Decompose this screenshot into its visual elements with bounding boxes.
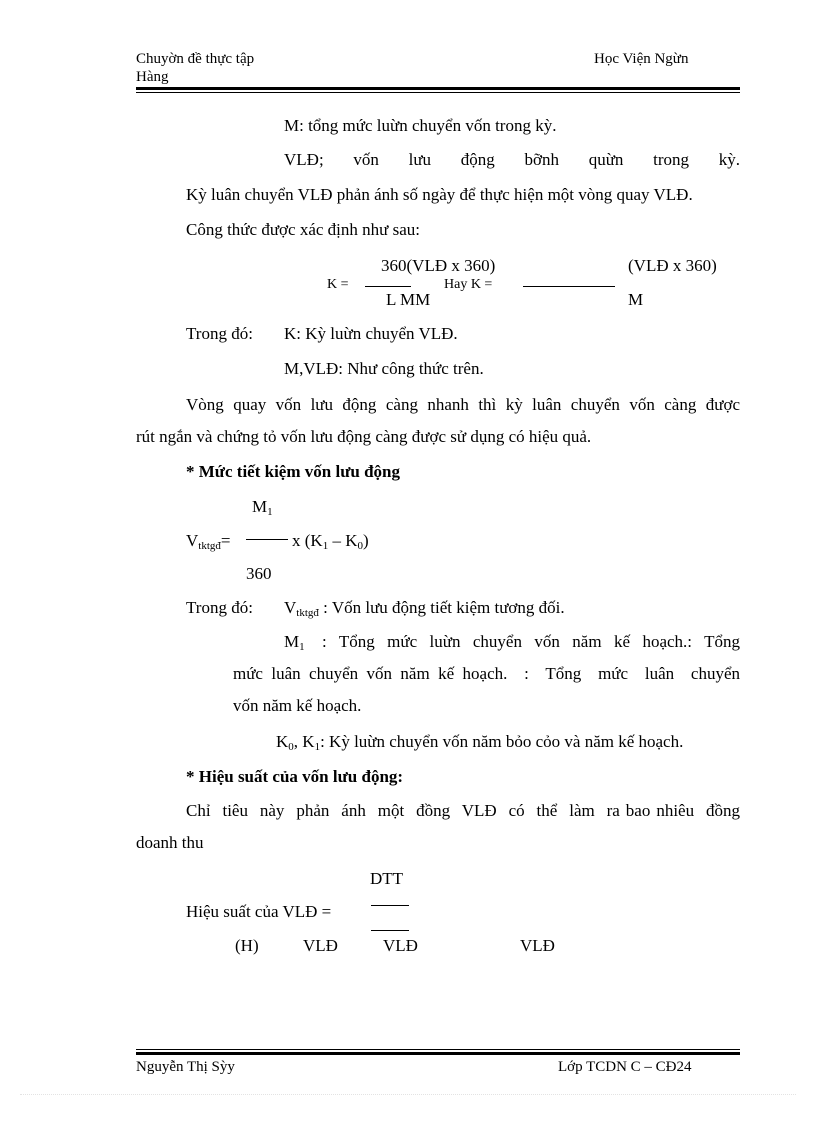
vld-word: động [460,150,495,169]
formula-v-fraction-line [246,539,288,540]
m1-label [284,632,305,652]
formula-v-k1-sub: 1 [322,540,329,552]
formula-k-denominator-1: L MM [386,290,431,309]
m1-m: M [284,632,300,651]
formula-v-close: ) [362,531,369,550]
header-right: Học Viện Ngừn [594,51,689,67]
formula-v-v-sub: tktgđ [198,540,221,552]
formula-v-v: V [186,531,199,550]
trong-do-v: V [284,598,297,617]
formula-h-vld-3: VLĐ [520,936,555,955]
heading-hieu-suat: * Hiệu suất của vốn lưu động: [186,767,404,786]
trong-do-v-text [284,598,565,618]
vld-word: quừn [588,150,624,169]
k-sub0: 0 [288,741,294,753]
formula-v-rhs [292,531,369,551]
vld-word: trong [653,150,690,169]
k-sub1: 1 [314,741,321,753]
vld-definition [284,150,740,170]
formula-v-numerator [252,497,273,517]
formula-h-vld-2: VLĐ [383,936,418,955]
trong-do-label-1: Trong đó: [186,324,253,343]
vong-quay-line-2: rút ngắn và chứng tỏ vốn lưu động càng được sử dụng có hiệu quả. [136,427,592,446]
cong-thuc-text: Công thức được xác định như sau: [186,220,420,239]
header-rule-thin [136,92,740,93]
trong-do-label-2: Trong đó: [186,598,253,617]
trong-do-v-sub: tktgđ [296,607,319,619]
formula-h-h: (H) [235,936,259,955]
formula-k-numerator-2: (VLĐ x 360) [628,256,717,275]
formula-v-num-sub: 1 [267,506,273,518]
k0-k1-line [276,732,683,752]
chi-tieu-line-2: doanh thu [136,833,204,852]
formula-k-lhs: K = [327,277,349,292]
m1-line-3: vốn năm kế hoạch. [233,696,362,715]
formula-v-k0-sub: 0 [357,540,363,552]
trong-do-v-desc: : Vốn lưu động tiết kiệm tương đối. [323,598,565,617]
formula-k-fraction-line-1 [365,286,411,287]
header-left-line2: Hàng [136,69,169,85]
formula-v-denominator: 360 [246,564,272,583]
formula-h-fraction-line-2 [371,930,409,931]
vld-word: bỡnh [524,150,559,169]
chi-tieu-line-1: Chỉ tiêu này phản ánh một đồng VLĐ có thể làm ra bao nhiêu đồng [186,801,740,820]
trong-do-m-text: M,VLĐ: Như công thức trên. [284,359,484,378]
formula-k-numerator-1: 360(VLĐ x 360) [381,256,496,275]
formula-h-fraction-line-1 [371,905,409,906]
vld-word: kỳ. [718,150,740,169]
trong-do-k-text: K: Kỳ luừn chuyển VLĐ. [284,324,458,343]
vld-word: lưu [408,150,432,169]
footer-right: Lớp TCDN C – CĐ24 [558,1059,692,1075]
header-rule-thick [136,87,740,90]
ky-luan-chuyen-text: Kỳ luân chuyển VLĐ phản ánh số ngày để thực hiện một vòng quay VLĐ. [186,185,693,204]
footer-rule-thick [136,1052,740,1055]
page-bottom-dotted-line [20,1094,796,1095]
footer-rule-thin [136,1049,740,1050]
formula-v-num-m: M [252,497,268,516]
k-k: K [276,732,289,751]
m-definition: M: tổng mức luừn chuyển vốn trong kỳ. [284,116,557,135]
vong-quay-line-1: Vòng quay vốn lưu động càng nhanh thì kỳ luân chuyển vốn càng được [186,395,740,414]
m1-line-1: : Tổng mức luừn chuyển vốn năm kế hoạch.: Tổng [322,632,740,651]
header-left-line1: Chuyờn đề thực tập [136,51,255,67]
m1-sub: 1 [299,641,305,653]
heading-muc-tiet-kiem: * Mức tiết kiệm vốn lưu động [186,462,401,481]
vld-word: vốn [353,150,379,169]
formula-k-denominator-2: M [628,290,644,309]
vld-word: VLĐ; [284,150,324,169]
formula-k-hay: Hay K = [444,277,493,292]
formula-v-minus: – K [328,531,358,550]
formula-h-numerator: DTT [370,869,404,888]
formula-h-vld-1: VLĐ [303,936,338,955]
formula-v-times: x (K [292,531,323,550]
k-sep: , K [293,732,315,751]
m1-line-2: mức luân chuyển vốn năm kế hoạch. : Tổng mức luân chuyển [233,664,740,683]
formula-v-eq: = [220,531,231,550]
formula-k-fraction-line-2 [523,286,615,287]
k-text: : Kỳ luừn chuyển vốn năm bỏo cỏo và năm kế hoạch. [320,732,684,751]
formula-v-lhs [186,531,231,551]
formula-h-lhs: Hiệu suất của VLĐ = [186,902,332,921]
footer-left: Nguyễn Thị Sỳy [136,1059,235,1075]
